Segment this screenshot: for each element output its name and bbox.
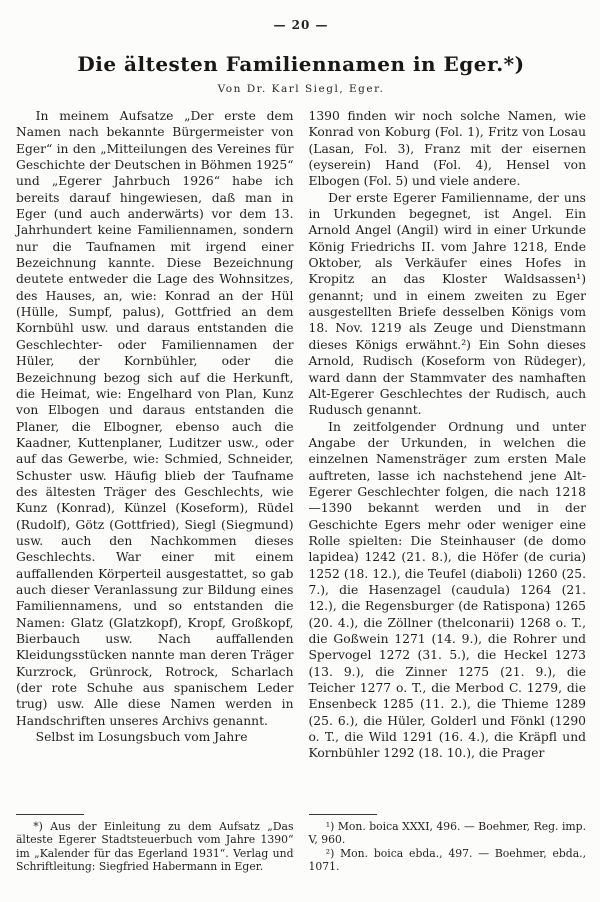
footnote: ¹) Mon. boica XXXI, 496. — Boehmer, Reg. imp. V, 960.	[308, 819, 586, 847]
text-columns	[16, 108, 586, 874]
article-title: Die ältesten Familiennamen in Eger.*)	[77, 52, 525, 76]
footnote: *) Aus der Einleitung zu dem Aufsatz „Das älteste Egerer Stadtsteuerbuch vom Jahre 1390“ im „Kalender für das Egerland 1931“. Verlag und Schriftleitung: Siegfried Habermann in Eger.	[16, 819, 294, 874]
footnote-separator-rule	[16, 814, 84, 815]
footnote-separator-rule	[309, 814, 377, 815]
body-paragraph: Selbst im Losungsbuch vom Jahre	[35, 730, 248, 745]
body-paragraph: Der erste Egerer Familienname, der uns in Urkunden begegnet, ist Angel. Ein Arnold Angel (Angil) wird in einer Urkunde König Friedrichs II. vom Jahre 1218, Ende Oktober, als Verkäufer eines Hofes in Kropitz an das Kloster Waldsassen¹) genannt; und in einem zweiten zu Eger ausgestellten Briefe desselben Königs vom 18. Nov. 1219 als Zeuge und Dienstmann dieses Königs erwähnt.²) Ein Sohn dieses Arnold, Rudisch (Koseform von Rüdeger), ward dann der Stammvater des namhaften Alt-Egerer Geschlechtes der Rudisch, auch Rudusch genannt.	[308, 190, 586, 418]
body-paragraph: 1390 finden wir noch solche Namen, wie Konrad von Koburg (Fol. 1), Fritz von Losau (Lasan, Fol. 3), Franz mit der eisernen (eyserein) Hand (Fol. 4), Hensel von Elbogen (Fol. 5) und viele andere.	[308, 109, 586, 189]
body-paragraph: In zeitfolgender Ordnung und unter Angabe der Urkunden, in welchen die einzelnen Namensträger zum ersten Male auftreten, lasse ich nachstehend jene Alt-Egerer Geschlechter folgen, die nach 1218—1390 bekannt werden und in der Geschichte Egers mehr oder weniger eine Rolle spielten: Die Steinhauser (de domo lapidea) 1242 (21. 8.), die Höfer (de curia) 1252 (18. 12.), die Teufel (diaboli) 1260 (25. 7.), die Hasenzagel (caudula) 1264 (21. 12.), die Regensburger (de Ratispona) 1265 (20. 4.), die Zöllner (thelconarii) 1268 o. T., die Goßwein 1271 (14. 9.), die Rohrer und Spervogel 1272 (31. 5.), die Heckel 1273 (13. 9.), die Zinner 1275 (21. 9.), die Teicher 1277 o. T., die Merbod C. 1279, die Ensenbeck 1285 (11. 2.), die Thieme 1289 (25. 6.), die Hüler, Golderl und Fönkl (1290 o. T., die Wild 1291 (16. 4.), die Kräpfl und Kornbühler 1292 (18. 10.), die Prager	[308, 419, 586, 761]
footnote: ²) Mon. boica ebda., 497. — Boehmer, ebda., 1071.	[308, 846, 586, 874]
page-number: — 20 —	[273, 18, 329, 32]
right-footnotes	[309, 806, 587, 874]
article-byline: Von Dr. Karl Siegl, Eger.	[217, 83, 385, 95]
left-footnotes	[16, 806, 294, 874]
body-paragraph: In meinem Aufsatze „Der erste dem Namen nach bekannte Bürgermeister von Eger“ in den „Mitteilungen des Vereines für Geschichte der Deutschen in Böhmen 1925“ und „Egerer Jahrbuch 1926“ habe ich bereits darauf hingewiesen, daß man in Eger (und auch anderwärts) vor dem 13. Jahrhundert keine Familiennamen, sondern nur die Taufnamen mit irgend einer Bezeichnung kannte. Diese Bezeichnung deutete entweder die Lage des Wohnsitzes, des Hauses, an, wie: Konrad an der Hül (Hülle, Sumpf, palus), Gottfried an dem Kornbühl usw. und daraus entstanden die Geschlechter- oder Familiennamen der Hüler, der Kornbühler, oder die Bezeichnung bezog sich auf die Herkunft, die Heimat, wie: Engelhard von Plan, Kunz von Elbogen und daraus entstanden die Planer, die Elbogner, ebenso auch die Kaadner, Kuttenplaner, Luditzer usw., oder auf das Gewerbe, wie: Schmied, Schneider, Schuster usw. Häufig blieb der Taufname des ältesten Träger des Geschlechts, wie Kunz (Konrad), Künzel (Koseform), Rüdel (Rudolf), Götz (Gottfried), Siegl (Siegmund) usw. auch den Nachkommen dieses Geschlechts. War einer mit einem auffallenden Körperteil ausgestattet, so gab auch dieser Veranlassung zur Bildung eines Familiennamens, und so entstanden die Namen: Glatz (Glatzkopf), Kropf, Großkopf, Bierbauch usw. Nach auffallenden Kleidungsstücken nannte man deren Träger Kurzrock, Grünrock, Rotrock, Scharlach (der rote Schuhe aus spanischem Leder trug) usw. Alle diese Namen werden in Handschriften unseres Archivs genannt.	[16, 109, 294, 728]
right-column	[309, 108, 587, 874]
left-column	[16, 108, 294, 874]
